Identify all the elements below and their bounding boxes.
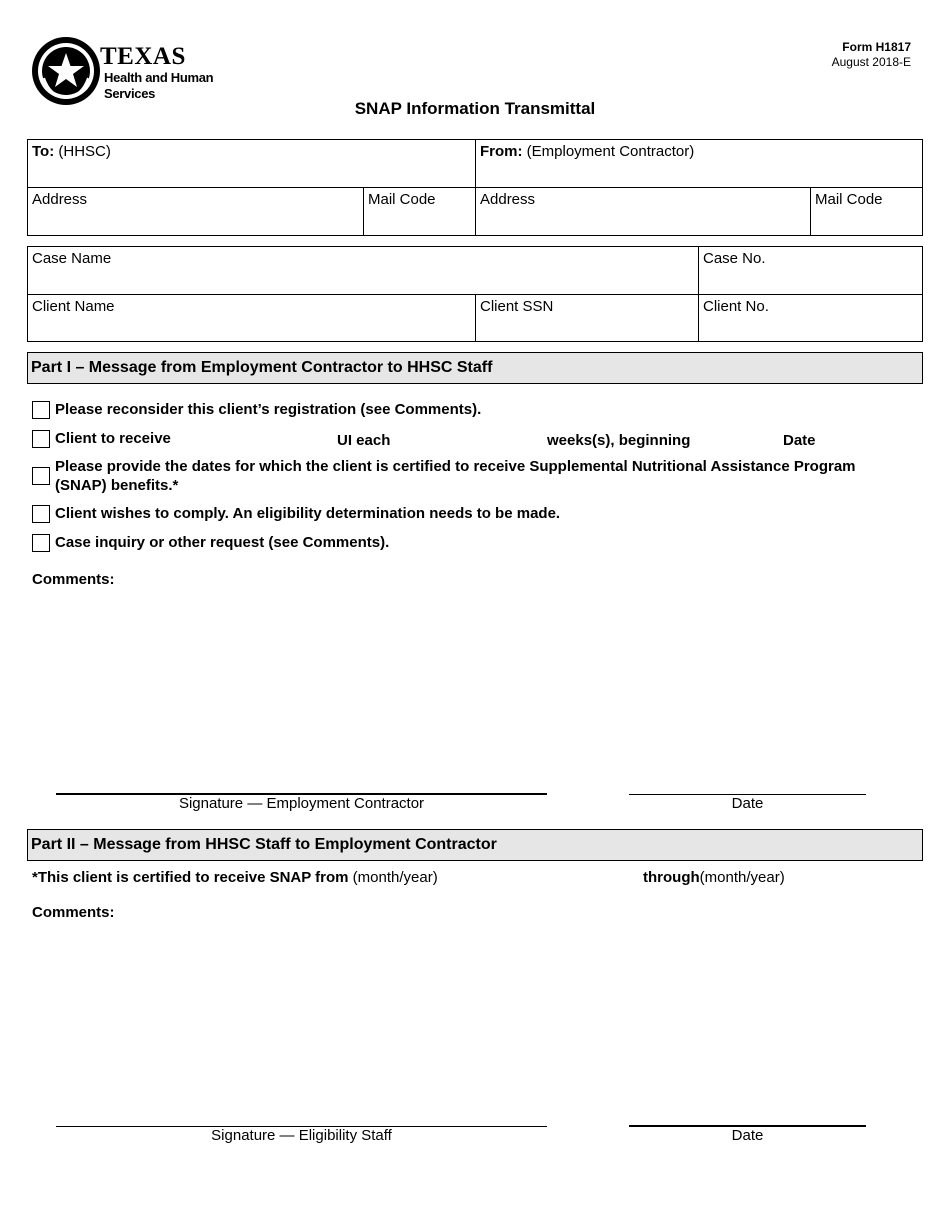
from-address-field[interactable] [475,187,811,236]
from-mail-code-label: Mail Code [815,191,883,208]
contractor-signature-caption: Signature — Employment Contractor [178,795,425,812]
client-no-field[interactable] [698,294,923,342]
case-name-label: Case Name [32,250,112,267]
from-mail-code-field[interactable] [810,187,923,236]
from-sublabel: (Employment Contractor) [526,143,695,160]
certified-through-bold: through [643,869,700,886]
client-no-label: Client No. [703,298,769,315]
page-title: SNAP Information Transmittal [354,99,596,118]
provide-dates-checkbox[interactable] [32,467,50,485]
part1-heading: Part I – Message from Employment Contractor to HHSC Staff [27,352,923,384]
to-label: To: [32,143,55,160]
reconsider-label: Please reconsider this client’s registration (see Comments). [55,401,482,418]
inquiry-checkbox[interactable] [32,534,50,552]
to-address-label: Address [32,191,88,208]
comply-checkbox[interactable] [32,505,50,523]
form-number: Form H1817 [842,40,911,54]
case-no-field[interactable] [698,246,923,295]
contractor-date-caption: Date [731,795,764,812]
eligibility-date-caption: Date [731,1127,764,1144]
certified-through-text [643,869,785,886]
client-ssn-label: Client SSN [480,298,554,315]
certified-from-bold: *This client is certified to receive SNAP from [32,869,349,886]
eligibility-signature-caption: Signature — Eligibility Staff [211,1127,392,1144]
logo-subtitle: Health and Human Services [104,70,214,101]
certified-from-text [32,869,438,886]
provide-dates-label: Please provide the dates for which the client is certified to receive Supplemental Nutritional Assistance Program (SNAP) benefits.* [55,458,856,494]
part2-heading: Part II – Message from HHSC Staff to Employment Contractor [27,829,923,861]
receive-checkbox[interactable] [32,430,50,448]
weeks-label: weeks(s), beginning [547,432,691,449]
reconsider-checkbox[interactable] [32,401,50,419]
client-name-field[interactable] [27,294,476,342]
from-address-label: Address [480,191,536,208]
part2-comments-area[interactable] [32,925,918,1115]
from-field[interactable] [475,139,923,188]
from-label: From: [480,143,523,160]
ui-each-label: UI each [337,432,391,449]
case-name-field[interactable] [27,246,699,295]
to-mail-code-field[interactable] [363,187,476,236]
part1-comments-label: Comments: [32,571,115,588]
to-address-field[interactable] [27,187,364,236]
inquiry-label: Case inquiry or other request (see Comments). [55,534,390,551]
case-no-label: Case No. [703,250,766,267]
date-label: Date [783,432,816,449]
certified-from-plain: (month/year) [352,869,438,886]
to-sublabel: (HHSC) [58,143,111,160]
form-date: August 2018-E [831,55,911,69]
client-ssn-field[interactable] [475,294,699,342]
to-field[interactable] [27,139,476,188]
logo-title: TEXAS [100,43,186,70]
to-mail-code-label: Mail Code [368,191,436,208]
certified-through-plain: (month/year) [699,869,785,886]
part1-comments-area[interactable] [32,592,918,782]
texas-seal-icon [30,34,102,108]
receive-label: Client to receive [55,430,171,447]
client-name-label: Client Name [32,298,115,315]
part2-comments-label: Comments: [32,904,115,921]
comply-label: Client wishes to comply. An eligibility determination needs to be made. [55,505,561,522]
